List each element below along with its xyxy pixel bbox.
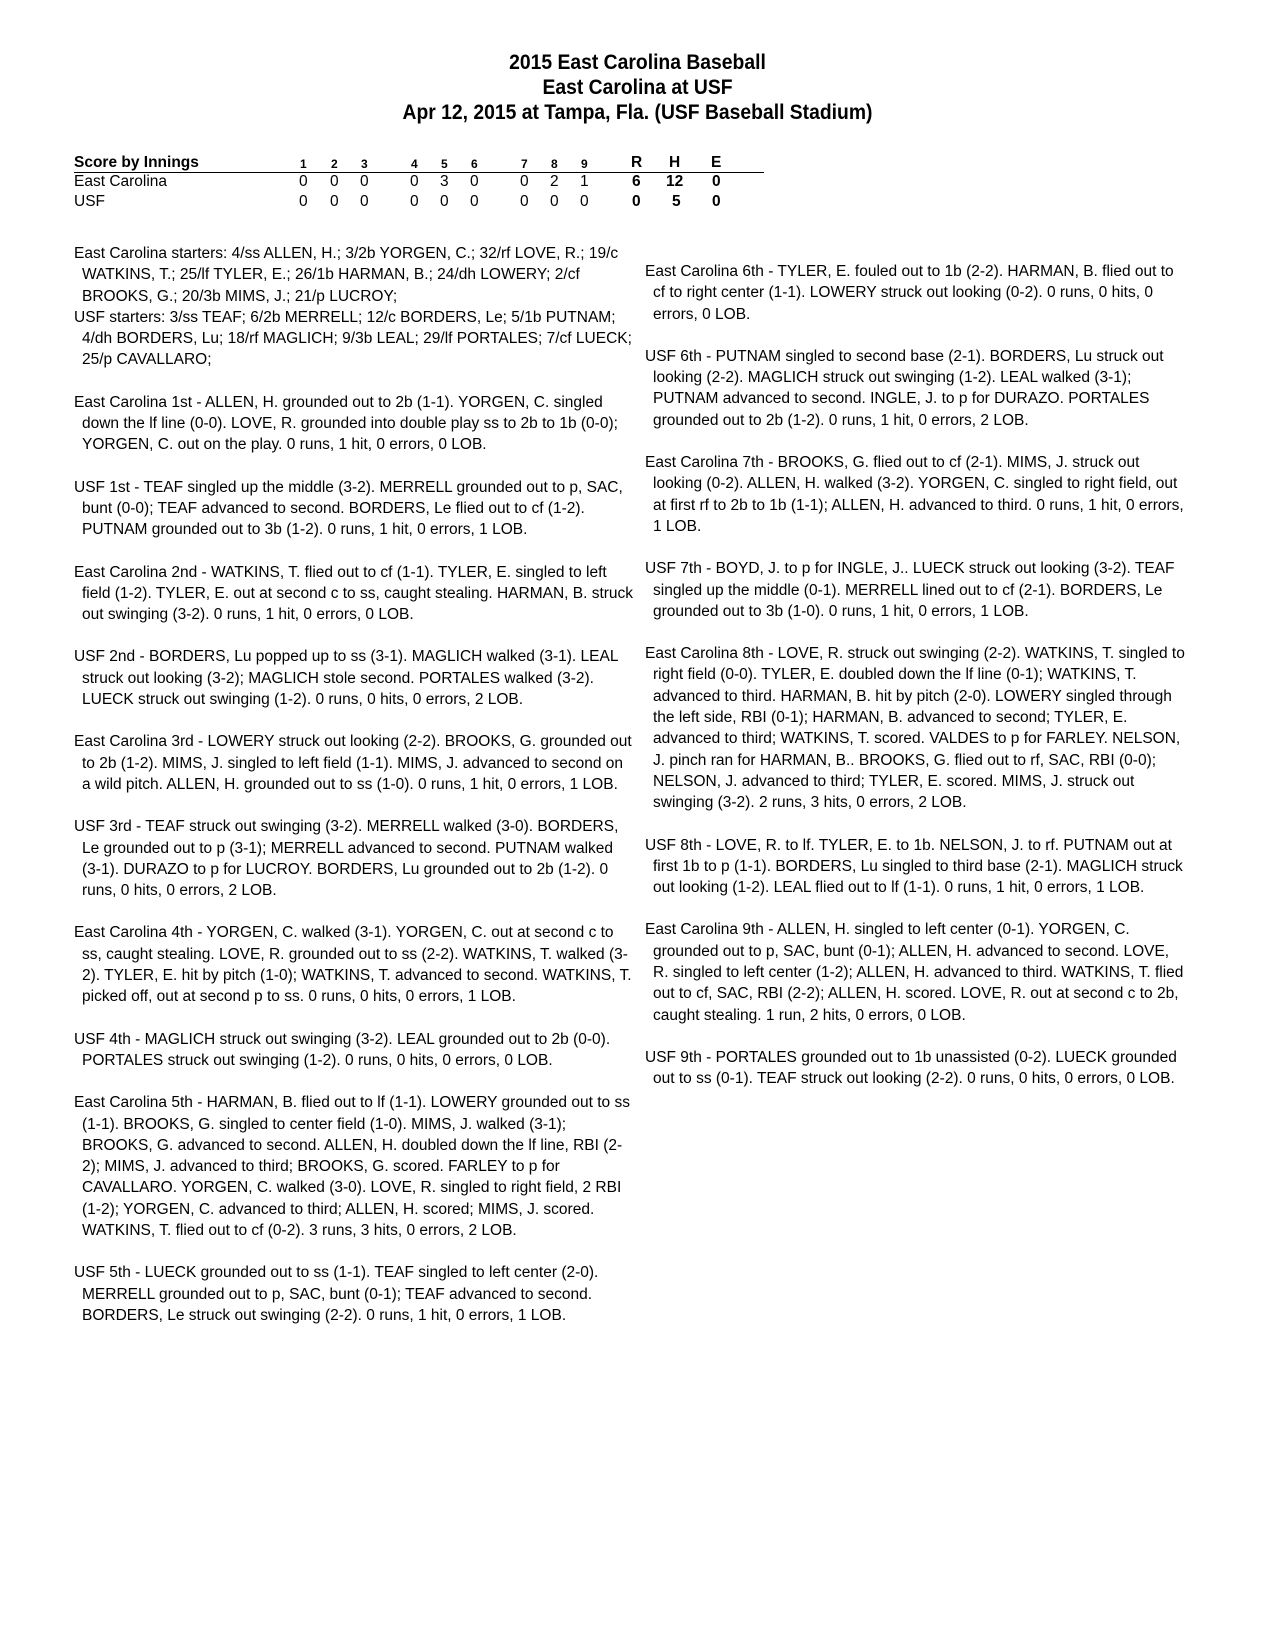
inning-score: 0 [440, 193, 449, 210]
half-inning-summary: East Carolina 1st - ALLEN, H. grounded out to 2b (1-1). YORGEN, C. singled down the lf line (0-0). LOVE, R. grounded into double play ss to 2b to 1b (0-0); YORGEN, C. out on the play. 0 runs, 1 hit, 0 errors, 0 LOB. [74, 393, 618, 454]
inning-score: 0 [520, 193, 529, 210]
half-inning-summary: USF 6th - PUTNAM singled to second base (2-1). BORDERS, Lu struck out looking (2-2). MAGLICH struck out swinging (1-2). LEAL walked (3-1); PUTNAM advanced to second. INGLE, J. to p for DURAZO. PORTALES grounded out to 2b (1-2). 0 runs, 1 hit, 0 errors, 2 LOB. [645, 347, 1164, 429]
inning-header: 5 [441, 157, 448, 171]
inning-header: 4 [411, 157, 418, 171]
total-errors: 0 [712, 173, 721, 190]
document-header [51, 50, 1224, 125]
score-row-east-carolina [74, 173, 764, 193]
inning-score: 0 [360, 193, 369, 210]
half-inning-summary: East Carolina 7th - BROOKS, G. flied out to cf (2-1). MIMS, J. struck out looking (0-2). ALLEN, H. walked (3-2). YORGEN, C. singled to right field, out at first rf to 2b to 1b (1-1); ALLEN, H. advanced to third. 0 runs, 1 hit, 0 errors, 1 LOB. [645, 454, 1184, 535]
inning-header: 7 [521, 157, 528, 171]
inning-header: 8 [551, 157, 558, 171]
inning-header: 1 [300, 157, 307, 171]
half-inning-summary: USF 3rd - TEAF struck out swinging (3-2). MERRELL walked (3-0). BORDERS, Le grounded out to p (3-1); MERRELL advanced to second. PUTNAM walked (3-1). DURAZO to p for LUCROY. BORDERS, Lu grounded out to 2b (1-2). 0 runs, 0 hits, 0 errors, 2 LOB. [74, 818, 619, 900]
inning-score: 0 [410, 173, 419, 190]
total-hits: 5 [672, 193, 681, 210]
runs-header: R [631, 154, 643, 171]
inning-score: 0 [470, 193, 479, 210]
inning-score: 0 [360, 173, 369, 190]
team-name: East Carolina [74, 173, 168, 190]
half-inning-summary: USF 9th - PORTALES grounded out to 1b unassisted (0-2). LUECK grounded out to ss (0-1). TEAF struck out looking (2-2). 0 runs, 0 hits, 0 errors, 0 LOB. [645, 1048, 1177, 1088]
score-by-innings-table [74, 154, 764, 213]
total-runs: 0 [632, 193, 641, 210]
inning-score: 0 [299, 193, 308, 210]
errors-header: E [711, 154, 722, 171]
inning-score: 0 [580, 193, 589, 210]
half-inning-summary: USF 2nd - BORDERS, Lu popped up to ss (3-1). MAGLICH walked (3-1). LEAL struck out looking (3-2); MAGLICH stole second. PORTALES walked (3-2). LUECK struck out swinging (1-2). 0 runs, 0 hits, 0 errors, 2 LOB. [74, 648, 618, 709]
play-by-play-right-column [645, 261, 1185, 1111]
total-runs: 6 [632, 173, 641, 190]
inning-score: 0 [410, 193, 419, 210]
matchup-title: East Carolina at USF [542, 76, 733, 99]
inning-score: 0 [299, 173, 308, 190]
inning-score: 0 [330, 193, 339, 210]
half-inning-summary: East Carolina 2nd - WATKINS, T. flied out to cf (1-1). TYLER, E. singled to left field (1-2). TYLER, E. out at second c to ss, caught stealing. HARMAN, B. struck out swinging (3-2). 0 runs, 1 hit, 0 errors, 0 LOB. [74, 563, 634, 624]
half-inning-summary: East Carolina 6th - TYLER, E. fouled out to 1b (2-2). HARMAN, B. flied out to cf to right center (1-1). LOWERY struck out looking (0-2). 0 runs, 0 hits, 0 errors, 0 LOB. [645, 263, 1174, 323]
inning-score: 2 [550, 173, 559, 190]
east-carolina-starters: East Carolina starters: 4/ss ALLEN, H.; 3/2b YORGEN, C.; 32/rf LOVE, R.; 19/c WATKINS, T.; 25/lf TYLER, E.; 26/1b HARMAN, B.; 24/dh LOWERY; 2/cf BROOKS, G.; 20/3b MIMS, J.; 21/p LUCROY; [74, 245, 619, 305]
half-inning-summary: USF 5th - LUECK grounded out to ss (1-1). TEAF singled to left center (2-0). MERRELL grounded out to p, SAC, bunt (0-1); TEAF advanced to second. BORDERS, Le struck out swinging (2-2). 0 runs, 1 hit, 0 errors, 1 LOB. [74, 1264, 599, 1324]
half-inning-summary: USF 8th - LOVE, R. to lf. TYLER, E. to 1b. NELSON, J. to rf. PUTNAM out at first 1b to p (1-1). BORDERS, Lu singled to third base (2-1). MAGLICH struck out looking (1-2). LEAL flied out to lf (1-1). 0 runs, 1 hit, 0 errors, 1 LOB. [645, 836, 1183, 897]
document-title: 2015 East Carolina Baseball [509, 51, 766, 74]
half-inning-summary: East Carolina 9th - ALLEN, H. singled to left center (0-1). YORGEN, C. grounded out to p, SAC, bunt (0-1); ALLEN, H. advanced to second. LOVE, R. singled to left center (1-2); ALLEN, H. advanced to third. WATKINS, T. flied out to cf, SAC, RBI (2-2); ALLEN, H. scored. LOVE, R. out at second c to 2b, caught stealing. 1 run, 2 hits, 0 errors, 0 LOB. [645, 921, 1184, 1024]
half-inning-summary: East Carolina 5th - HARMAN, B. flied out to lf (1-1). LOWERY grounded out to ss (1-1). BROOKS, G. singled to center field (1-0). MIMS, J. walked (3-1); BROOKS, G. advanced to second. ALLEN, H. doubled down the lf line, RBI (2-2); MIMS, J. advanced to third; BROOKS, G. scored. FARLEY to p for CAVALLARO. YORGEN, C. walked (3-0). LOVE, R. singled to right field, 2 RBI (1-2); YORGEN, C. advanced to third; ALLEN, H. scored; MIMS, J. scored. WATKINS, T. flied out to cf (0-2). 3 runs, 3 hits, 0 errors, 2 LOB. [74, 1094, 630, 1239]
total-hits: 12 [666, 173, 684, 190]
hits-header: H [669, 154, 681, 171]
inning-header: 6 [471, 157, 478, 171]
play-by-play-left-column [74, 243, 634, 1347]
half-inning-summary: USF 4th - MAGLICH struck out swinging (3-2). LEAL grounded out to 2b (0-0). PORTALES struck out swinging (1-2). 0 runs, 0 hits, 0 errors, 0 LOB. [74, 1030, 611, 1069]
inning-header: 9 [581, 157, 588, 171]
inning-score: 3 [440, 173, 449, 190]
total-errors: 0 [712, 193, 721, 210]
inning-score: 0 [550, 193, 559, 210]
inning-header: 3 [361, 157, 368, 171]
half-inning-summary: USF 1st - TEAF singled up the middle (3-2). MERRELL grounded out to p, SAC, bunt (0-0); TEAF advanced to second. BORDERS, Le flied out to cf (1-2). PUTNAM grounded out to 3b (1-2). 0 runs, 1 hit, 0 errors, 1 LOB. [74, 478, 623, 539]
half-inning-summary: East Carolina 4th - YORGEN, C. walked (3-1). YORGEN, C. out at second c to ss, caught stealing. LOVE, R. grounded out to ss (2-2). WATKINS, T. walked (3-2). TYLER, E. hit by pitch (1-0); WATKINS, T. advanced to second. WATKINS, T. picked off, out at second p to ss. 0 runs, 0 hits, 0 errors, 1 LOB. [74, 924, 632, 1006]
inning-score: 0 [520, 173, 529, 190]
team-name: USF [74, 193, 105, 210]
inning-header: 2 [331, 157, 338, 171]
half-inning-summary: USF 7th - BOYD, J. to p for INGLE, J.. LUECK struck out looking (3-2). TEAF singled up the middle (0-1). MERRELL lined out to cf (2-1). BORDERS, Le grounded out to 3b (1-0). 0 runs, 1 hit, 0 errors, 1 LOB. [645, 560, 1175, 620]
game-date-location: Apr 12, 2015 at Tampa, Fla. (USF Baseball Stadium) [402, 101, 873, 124]
score-header-row [74, 154, 764, 173]
half-inning-summary: East Carolina 8th - LOVE, R. struck out swinging (2-2). WATKINS, T. singled to right field (0-0). TYLER, E. doubled down the lf line (0-1); WATKINS, T. advanced to third. HARMAN, B. hit by pitch (2-0). LOWERY singled through the left side, RBI (0-1); HARMAN, B. advanced to second; TYLER, E. advanced to third; WATKINS, T. scored. VALDES to p for FARLEY. NELSON, J. pinch ran for HARMAN, B.. BROOKS, G. flied out to rf, SAC, RBI (0-0); NELSON, J. advanced to third; TYLER, E. scored. MIMS, J. struck out swinging (3-2). 2 runs, 3 hits, 0 errors, 2 LOB. [645, 645, 1185, 812]
score-by-innings-label: Score by Innings [74, 154, 199, 171]
half-inning-summary: East Carolina 3rd - LOWERY struck out looking (2-2). BROOKS, G. grounded out to 2b (1-2). MIMS, J. singled to left field (1-1). MIMS, J. advanced to second on a wild pitch. ALLEN, H. grounded out to ss (1-0). 0 runs, 1 hit, 0 errors, 1 LOB. [74, 733, 632, 793]
inning-score: 0 [470, 173, 479, 190]
inning-score: 0 [330, 173, 339, 190]
usf-starters: USF starters: 3/ss TEAF; 6/2b MERRELL; 12/c BORDERS, Le; 5/1b PUTNAM; 4/dh BORDERS, Lu; 18/rf MAGLICH; 9/3b LEAL; 29/lf PORTALES; 7/cf LUECK; 25/p CAVALLARO; [74, 308, 632, 369]
inning-score: 1 [580, 173, 589, 190]
score-row-usf [74, 193, 764, 213]
